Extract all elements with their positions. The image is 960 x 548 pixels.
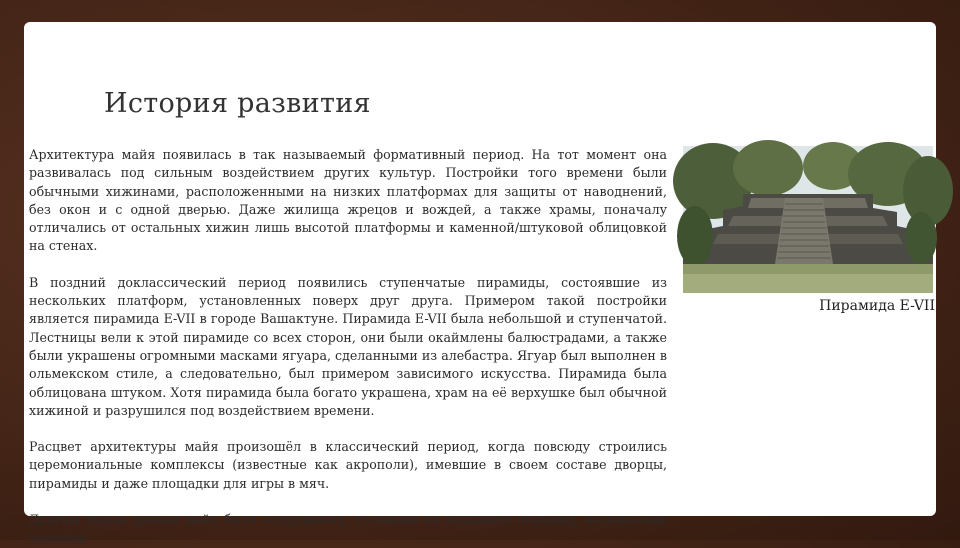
paragraph-cut-off: Другим типом храмов майя были сооружения, стоявшие на вершинах пирамид, называемые храмами [29,512,667,546]
paragraph-late-preclassic: В поздний доклассический период появились ступенчатые пирамиды, состоявшие из нескольких платформ, установленных поверх друг друга. Примером такой постройки является пирамида E-VII в городе Вашактуне. Пирамида E-VII была небольшой и ступенчатой. Лестницы вели к этой пирамиде со всех сторон, они были окаймлены балюстрадами, а также были украшены огромными масками ягуара, сделанными из алебастра. Ягуар был выполнен в ольмекском стиле, а следовательно, был примером зависимого искусства. Пирамида была облицована штуком. Хотя пирамида была богато украшена, храм на её верхушке был обычной хижиной и разрушился под воздействием времени. [29,274,667,418]
paragraph-classic: Расцвет архитектуры майя произошёл в классический период, когда повсюду строились церемониальные комплексы (известные как акрополи), имевшие в своем составе дворцы, пирамиды и даже площадки для игры в мяч. [29,439,667,491]
slide [24,22,936,546]
slide-body [29,146,667,546]
slide-title: История развития [104,88,371,119]
pyramid-photo [683,146,933,293]
paragraph-formative: Архитектура майя появилась в так называемый формативный период. На тот момент она развивалась под сильным воздействием других культур. Постройки того времени были обычными хижинами, расположенными на низких платформах для защиты от наводнений, без окон и с одной дверью. Даже жилища жрецов и вождей, а также храмы, поначалу отличались от остальных хижин лишь высотой платформы и каменной/штуковой облицовкой на стенах. [29,147,667,254]
photo-caption: Пирамида E-VII [819,298,935,314]
pyramid-photo-illustration [683,146,933,293]
